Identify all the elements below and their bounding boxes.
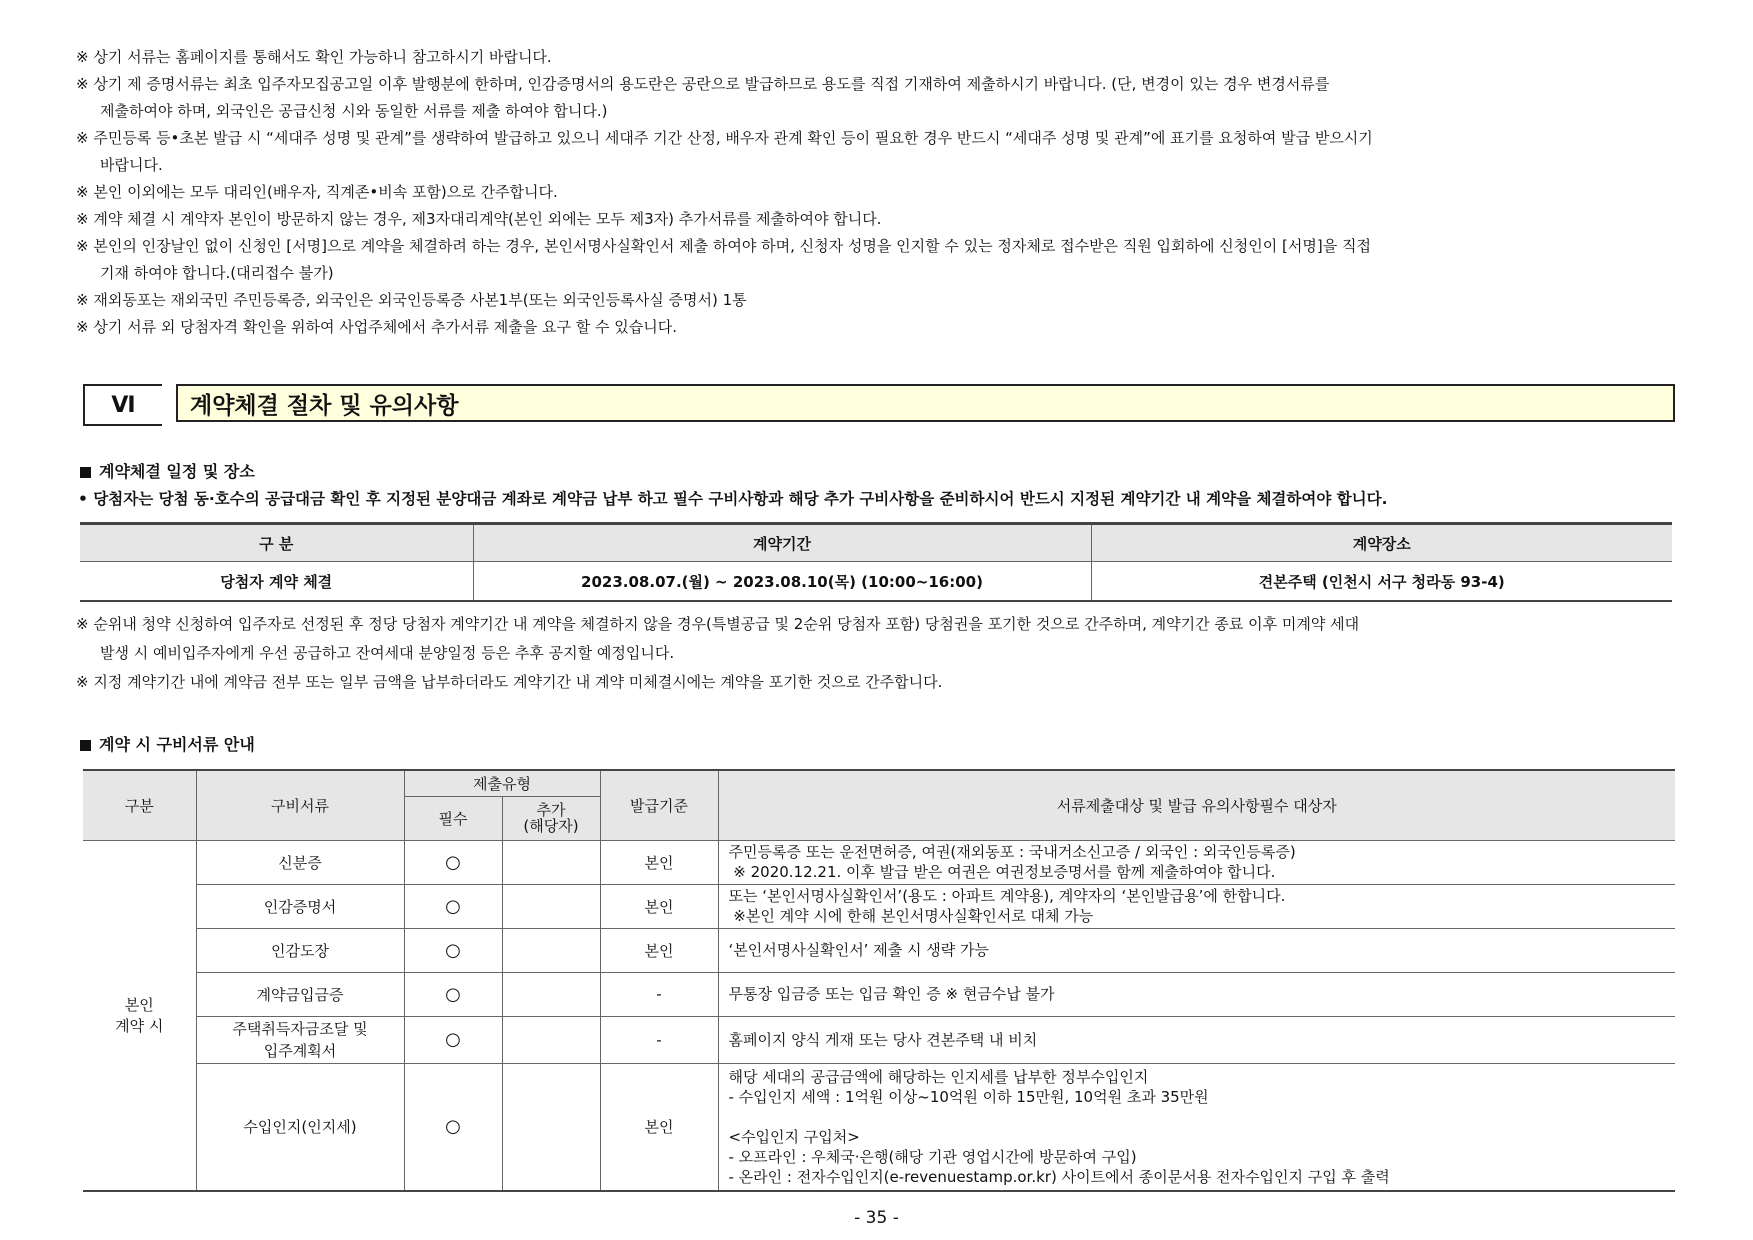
note-item: ※ 상기 서류는 홈페이지를 통해서도 확인 가능하니 참고하시기 바랍니다. bbox=[76, 48, 552, 66]
schedule-bullet: • 당첨자는 당첨 동·호수의 공급대금 확인 후 지정된 분양대금 계좌로 계약금 납부 하고 필수 구비사항과 해당 추가 구비사항을 준비하시어 반드시 지정된 계약기간 내 계약을 체결하여야 합니다. bbox=[78, 490, 1388, 508]
doc-name: 인감증명서 bbox=[196, 884, 404, 928]
required-mark: ○ bbox=[404, 884, 502, 928]
header-notes: 서류제출대상 및 발급 유의사항필수 대상자 bbox=[718, 770, 1675, 840]
note-item: ※ 주민등록 등•초본 발급 시 “세대주 성명 및 관계”를 생략하여 발급하고 있으니 세대주 기간 산정, 배우자 관계 확인 등이 필요한 경우 반드시 “세대주 성명 및 관계”에 표기를 요청하여 발급 받으시기 바랍니다. bbox=[76, 129, 1373, 174]
header-submit-type: 제출유형 bbox=[404, 770, 600, 796]
doc-name: 신분증 bbox=[196, 840, 404, 884]
note-item: ※ 상기 서류 외 당첨자격 확인을 위하여 사업주체에서 추가서류 제출을 요구 할 수 있습니다. bbox=[76, 318, 677, 336]
doc-name: 계약금입금증 bbox=[196, 972, 404, 1016]
table-row bbox=[83, 928, 1675, 972]
notes-cell: 무통장 입금증 또는 입금 확인 증 ※ 현금수납 불가 bbox=[718, 972, 1675, 1016]
table-header-row bbox=[80, 524, 1672, 562]
required-mark: ○ bbox=[404, 1063, 502, 1191]
notes-top bbox=[76, 44, 1676, 341]
documents-table bbox=[83, 769, 1675, 1192]
note-item: ※ 본인 이외에는 모두 대리인(배우자, 직계존•비속 포함)으로 간주합니다. bbox=[76, 183, 558, 201]
table-row bbox=[83, 840, 1675, 884]
table-row bbox=[83, 884, 1675, 928]
group-cell: 본인 계약 시 bbox=[83, 840, 196, 1191]
note-item: ※ 순위내 청약 신청하여 입주자로 선정된 후 정당 당첨자 계약기간 내 계약을 체결하지 않을 경우(특별공급 및 2순위 당첨자 포함) 당첨권을 포기한 것으로 간주하며, 계약기간 종료 이후 미계약 세대 발생 시 예비입주자에게 우선 공급하고 잔여세대 분양일정 등은 추후 공지할 예정입니다. bbox=[76, 615, 1360, 662]
section-title: 계약체결 절차 및 유의사항 bbox=[176, 384, 1675, 422]
note-item: ※ 계약 체결 시 계약자 본인이 방문하지 않는 경우, 제3자대리계약(본인 외에는 모두 제3자) 추가서류를 제출하여야 합니다. bbox=[76, 210, 882, 228]
note-item: ※ 지정 계약기간 내에 계약금 전부 또는 일부 금액을 납부하더라도 계약기간 내 계약 미체결시에는 계약을 포기한 것으로 간주합니다. bbox=[76, 673, 943, 691]
doc-name: 주택취득자금조달 및 입주계획서 bbox=[196, 1016, 404, 1063]
required-mark: ○ bbox=[404, 840, 502, 884]
notes-cell: ‘본인서명사실확인서’ 제출 시 생략 가능 bbox=[718, 928, 1675, 972]
cell-place: 견본주택 (인천시 서구 청라동 93-4) bbox=[1091, 562, 1672, 602]
header-category: 구분 bbox=[83, 770, 196, 840]
note-item: ※ 재외동포는 재외국민 주민등록증, 외국인은 외국인등록증 사본1부(또는 외국인등록사실 증명서) 1통 bbox=[76, 291, 747, 309]
extra-mark bbox=[502, 840, 600, 884]
notes-cell: 주민등록증 또는 운전면허증, 여권(재외동포 : 국내거소신고증 / 외국인 : 외국인등록증) ※ 2020.12.21. 이후 발급 받은 여권은 여권정보증명서를 함께 제출하여야 합니다. bbox=[718, 840, 1675, 884]
square-bullet-icon bbox=[80, 740, 91, 751]
basis-cell: 본인 bbox=[600, 884, 718, 928]
table-row bbox=[83, 972, 1675, 1016]
notes-cell: 해당 세대의 공급금액에 해당하는 인지세를 납부한 정부수입인지 - 수입인지 세액 : 1억원 이상~10억원 이하 15만원, 10억원 초과 35만원 <수입인지 구입처> - 오프라인 : 우체국·은행(해당 기관 영업시간에 방문하여 구입) - 온라인 : 전자수입인지(e-revenuestamp.or.kr) 사이트에서 종이문서용 전자수입인지 구입 후 출력 bbox=[718, 1063, 1675, 1191]
table-header-row bbox=[83, 770, 1675, 796]
notes-cell: 또는 ‘본인서명사실확인서’(용도 : 아파트 계약용), 계약자의 ‘본인발급용’에 한합니다. ※본인 계약 시에 한해 본인서명사실확인서로 대체 가능 bbox=[718, 884, 1675, 928]
required-mark: ○ bbox=[404, 972, 502, 1016]
cell-period: 2023.08.07.(월) ~ 2023.08.10(목) (10:00~16:00) bbox=[473, 562, 1091, 602]
extra-mark bbox=[502, 928, 600, 972]
header-required: 필수 bbox=[404, 796, 502, 840]
required-mark: ○ bbox=[404, 1016, 502, 1063]
section-header bbox=[83, 384, 1675, 426]
header-extra: 추가 (해당자) bbox=[502, 796, 600, 840]
doc-name: 인감도장 bbox=[196, 928, 404, 972]
notes-mid bbox=[76, 610, 1676, 697]
header-place: 계약장소 bbox=[1091, 524, 1672, 562]
extra-mark bbox=[502, 1016, 600, 1063]
header-period: 계약기간 bbox=[473, 524, 1091, 562]
basis-cell: - bbox=[600, 1016, 718, 1063]
square-bullet-icon bbox=[80, 467, 91, 478]
note-item: ※ 상기 제 증명서류는 최초 입주자모집공고일 이후 발행분에 한하며, 인감증명서의 용도란은 공란으로 발급하므로 용도를 직접 기재하여 제출하시기 바랍니다. (단, 변경이 있는 경우 변경서류를 제출하여야 하며, 외국인은 공급신청 시와 동일한 서류를 제출 하여야 합니다.) bbox=[76, 75, 1330, 120]
schedule-table bbox=[80, 522, 1672, 602]
header-category: 구 분 bbox=[80, 524, 473, 562]
header-basis: 발급기준 bbox=[600, 770, 718, 840]
header-document: 구비서류 bbox=[196, 770, 404, 840]
basis-cell: - bbox=[600, 972, 718, 1016]
required-mark: ○ bbox=[404, 928, 502, 972]
basis-cell: 본인 bbox=[600, 928, 718, 972]
doc-name: 수입인지(인지세) bbox=[196, 1063, 404, 1191]
table-row bbox=[80, 562, 1672, 602]
extra-mark bbox=[502, 1063, 600, 1191]
basis-cell: 본인 bbox=[600, 1063, 718, 1191]
section-number: Ⅵ bbox=[83, 384, 164, 426]
extra-mark bbox=[502, 884, 600, 928]
table-row bbox=[83, 1063, 1675, 1191]
note-item: ※ 본인의 인장날인 없이 신청인 [서명]으로 계약을 체결하려 하는 경우, 본인서명사실확인서 제출 하여야 하며, 신청자 성명을 인지할 수 있는 정자체로 접수받은 직원 입회하에 신청인이 [서명]을 직접 기재 하여야 합니다.(대리접수 불가) bbox=[76, 237, 1371, 282]
basis-cell: 본인 bbox=[600, 840, 718, 884]
cell-category: 당첨자 계약 체결 bbox=[80, 562, 473, 602]
docs-heading: 계약 시 구비서류 안내 bbox=[80, 732, 255, 755]
table-row bbox=[83, 1016, 1675, 1063]
schedule-heading: 계약체결 일정 및 장소 bbox=[80, 459, 255, 482]
page-number: - 35 - bbox=[854, 1208, 899, 1228]
extra-mark bbox=[502, 972, 600, 1016]
notes-cell: 홈페이지 양식 게재 또는 당사 견본주택 내 비치 bbox=[718, 1016, 1675, 1063]
